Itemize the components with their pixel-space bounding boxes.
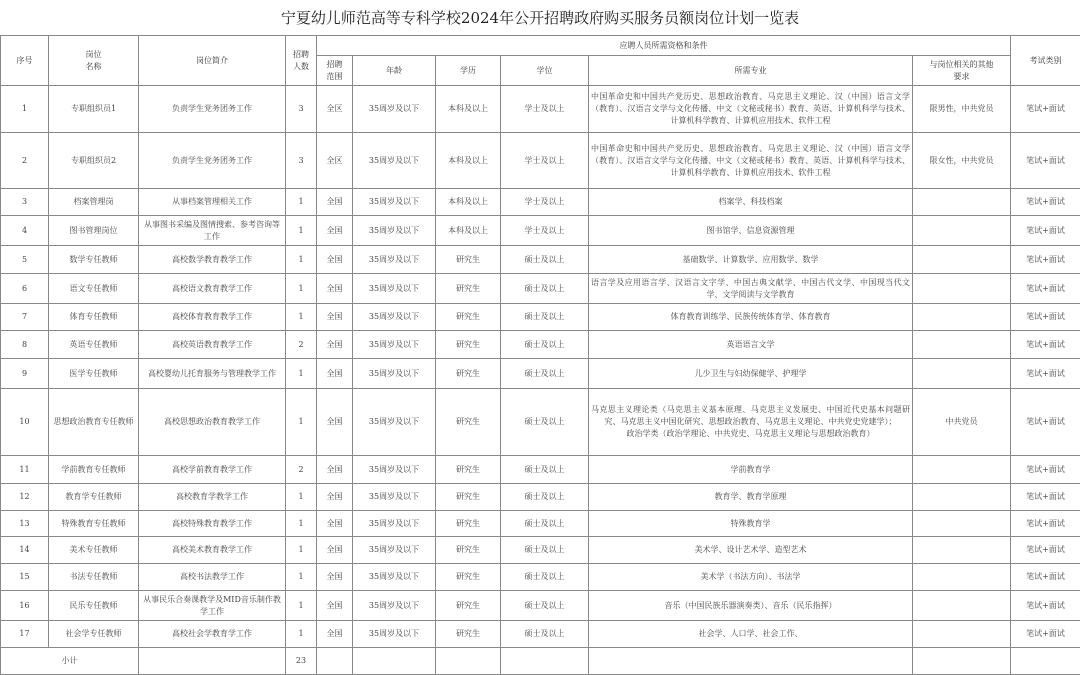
table-row — [1, 564, 1080, 591]
cell-post: 专职组织员1 — [49, 86, 139, 133]
cell-major: 基础数学、计算数学、应用数学、数学 — [589, 246, 913, 274]
subtotal-count: 23 — [286, 648, 317, 675]
cell-count: 1 — [286, 591, 317, 621]
cell-exam: 笔试+面试 — [1011, 246, 1080, 274]
cell-education: 研究生 — [436, 537, 501, 564]
cell-other — [913, 246, 1011, 274]
cell-age: 35周岁及以下 — [353, 389, 436, 456]
cell-major: 体育教育训练学、民族传统体育学、体育教育 — [589, 304, 913, 331]
cell-degree: 硕士及以上 — [501, 511, 589, 537]
cell-count: 1 — [286, 511, 317, 537]
cell-education: 本科及以上 — [436, 189, 501, 216]
cell-intro: 从事档案管理相关工作 — [139, 189, 286, 216]
cell-exam: 笔试+面试 — [1011, 564, 1080, 591]
cell-intro: 负责学生党务团务工作 — [139, 133, 286, 189]
header-intro: 岗位简介 — [139, 36, 286, 86]
subtotal-empty — [317, 648, 353, 675]
cell-scope: 全国 — [317, 189, 353, 216]
header-degree: 学位 — [501, 56, 589, 86]
cell-exam: 笔试+面试 — [1011, 511, 1080, 537]
cell-intro: 高校语文教育教学工作 — [139, 274, 286, 304]
cell-other — [913, 216, 1011, 246]
cell-no: 3 — [1, 189, 49, 216]
cell-count: 1 — [286, 246, 317, 274]
cell-age: 35周岁及以下 — [353, 246, 436, 274]
cell-post: 医学专任教师 — [49, 359, 139, 389]
cell-exam: 笔试+面试 — [1011, 304, 1080, 331]
subtotal-label: 小计 — [1, 648, 139, 675]
cell-post: 民乐专任教师 — [49, 591, 139, 621]
cell-education: 本科及以上 — [436, 133, 501, 189]
cell-other: 限男性，中共党员 — [913, 86, 1011, 133]
cell-exam: 笔试+面试 — [1011, 621, 1080, 648]
recruitment-table — [0, 35, 1080, 675]
subtotal-empty — [589, 648, 913, 675]
header-other: 与岗位相关的其他 要求 — [913, 56, 1011, 86]
cell-age: 35周岁及以下 — [353, 511, 436, 537]
cell-post: 思想政治教育专任教师 — [49, 389, 139, 456]
cell-scope: 全国 — [317, 274, 353, 304]
cell-no: 1 — [1, 86, 49, 133]
cell-scope: 全国 — [317, 331, 353, 359]
cell-other — [913, 274, 1011, 304]
cell-scope: 全国 — [317, 621, 353, 648]
header-education: 学历 — [436, 56, 501, 86]
cell-education: 研究生 — [436, 331, 501, 359]
cell-no: 14 — [1, 537, 49, 564]
cell-post: 专职组织员2 — [49, 133, 139, 189]
cell-exam: 笔试+面试 — [1011, 331, 1080, 359]
cell-degree: 硕士及以上 — [501, 359, 589, 389]
cell-degree: 硕士及以上 — [501, 274, 589, 304]
cell-scope: 全国 — [317, 359, 353, 389]
cell-exam: 笔试+面试 — [1011, 484, 1080, 511]
cell-major: 音乐（中国民族乐器演奏类）、音乐（民乐指挥） — [589, 591, 913, 621]
table-row — [1, 621, 1080, 648]
cell-other — [913, 537, 1011, 564]
cell-degree: 硕士及以上 — [501, 621, 589, 648]
table-row — [1, 359, 1080, 389]
cell-scope: 全国 — [317, 246, 353, 274]
table-body — [1, 86, 1080, 648]
table-row — [1, 304, 1080, 331]
cell-scope: 全国 — [317, 537, 353, 564]
cell-count: 2 — [286, 331, 317, 359]
cell-count: 1 — [286, 564, 317, 591]
cell-post: 英语专任教师 — [49, 331, 139, 359]
cell-age: 35周岁及以下 — [353, 456, 436, 484]
cell-no: 10 — [1, 389, 49, 456]
cell-other — [913, 189, 1011, 216]
cell-other — [913, 304, 1011, 331]
cell-exam: 笔试+面试 — [1011, 86, 1080, 133]
cell-education: 本科及以上 — [436, 86, 501, 133]
cell-age: 35周岁及以下 — [353, 86, 436, 133]
cell-post: 学前教育专任教师 — [49, 456, 139, 484]
cell-post: 特殊教育专任教师 — [49, 511, 139, 537]
cell-no: 9 — [1, 359, 49, 389]
header-conditions: 应聘人员所需资格和条件 — [317, 36, 1011, 56]
cell-intro: 高校美术教育教学工作 — [139, 537, 286, 564]
cell-major: 图书馆学、信息资源管理 — [589, 216, 913, 246]
cell-education: 研究生 — [436, 621, 501, 648]
cell-other — [913, 456, 1011, 484]
cell-count: 1 — [286, 359, 317, 389]
cell-count: 1 — [286, 189, 317, 216]
cell-post: 教育学专任教师 — [49, 484, 139, 511]
cell-education: 研究生 — [436, 456, 501, 484]
table-row — [1, 389, 1080, 456]
header-exam: 考试类别 — [1011, 36, 1080, 86]
cell-intro: 高校学前教育教学工作 — [139, 456, 286, 484]
cell-post: 书法专任教师 — [49, 564, 139, 591]
cell-exam: 笔试+面试 — [1011, 359, 1080, 389]
cell-age: 35周岁及以下 — [353, 216, 436, 246]
cell-major: 档案学、科技档案 — [589, 189, 913, 216]
cell-age: 35周岁及以下 — [353, 359, 436, 389]
cell-count: 1 — [286, 389, 317, 456]
cell-degree: 硕士及以上 — [501, 304, 589, 331]
header-scope: 招聘 范围 — [317, 56, 353, 86]
cell-exam: 笔试+面试 — [1011, 456, 1080, 484]
cell-count: 2 — [286, 456, 317, 484]
cell-major: 美术学、设计艺术学、造型艺术 — [589, 537, 913, 564]
cell-exam: 笔试+面试 — [1011, 591, 1080, 621]
cell-intro: 高校书法教学工作 — [139, 564, 286, 591]
cell-age: 35周岁及以下 — [353, 274, 436, 304]
table-row — [1, 216, 1080, 246]
cell-degree: 学士及以上 — [501, 216, 589, 246]
cell-age: 35周岁及以下 — [353, 189, 436, 216]
cell-scope: 全国 — [317, 304, 353, 331]
cell-no: 6 — [1, 274, 49, 304]
cell-other: 限女性，中共党员 — [913, 133, 1011, 189]
cell-major: 教育学、教育学原理 — [589, 484, 913, 511]
table-row — [1, 274, 1080, 304]
cell-count: 1 — [286, 304, 317, 331]
cell-other — [913, 621, 1011, 648]
cell-education: 研究生 — [436, 359, 501, 389]
cell-major: 美术学（书法方向）、书法学 — [589, 564, 913, 591]
cell-major: 学前教育学 — [589, 456, 913, 484]
header-post: 岗位 名称 — [49, 36, 139, 86]
table-row — [1, 511, 1080, 537]
cell-education: 研究生 — [436, 484, 501, 511]
cell-major: 语言学及应用语言学、汉语言文字学、中国古典文献学、中国古代文学、中国现当代文学、文学阅读与文学教育 — [589, 274, 913, 304]
cell-count: 1 — [286, 484, 317, 511]
cell-major: 特殊教育学 — [589, 511, 913, 537]
cell-degree: 硕士及以上 — [501, 564, 589, 591]
cell-degree: 硕士及以上 — [501, 246, 589, 274]
cell-scope: 全国 — [317, 216, 353, 246]
cell-degree: 学士及以上 — [501, 133, 589, 189]
cell-degree: 硕士及以上 — [501, 537, 589, 564]
cell-exam: 笔试+面试 — [1011, 216, 1080, 246]
cell-scope: 全国 — [317, 456, 353, 484]
cell-scope: 全国 — [317, 511, 353, 537]
cell-other — [913, 359, 1011, 389]
cell-count: 3 — [286, 86, 317, 133]
cell-major: 马克思主义理论类（马克思主义基本原理、马克思主义发展史、中国近代史基本问题研究、马克思主义中国化研究、思想政治教育、马克思主义理论、中共党史党建学）； 政治学类（政治学理论、中共党史、马克思主义理论与思想政治教育） — [589, 389, 913, 456]
table-row — [1, 246, 1080, 274]
cell-post: 社会学专任教师 — [49, 621, 139, 648]
cell-post: 图书管理岗位 — [49, 216, 139, 246]
table-row — [1, 484, 1080, 511]
cell-degree: 学士及以上 — [501, 86, 589, 133]
cell-scope: 全国 — [317, 484, 353, 511]
cell-major: 中国革命史和中国共产党历史、思想政治教育、马克思主义理论、汉（中国）语言文学（教育）、汉语言文学与文化传播、中文（文秘或秘书）教育、英语、计算机科学与技术、计算机科学教育、计算机应用技术、软件工程 — [589, 86, 913, 133]
cell-no: 13 — [1, 511, 49, 537]
cell-education: 研究生 — [436, 564, 501, 591]
cell-count: 1 — [286, 216, 317, 246]
cell-no: 12 — [1, 484, 49, 511]
cell-count: 1 — [286, 537, 317, 564]
cell-degree: 硕士及以上 — [501, 331, 589, 359]
subtotal-empty — [436, 648, 501, 675]
cell-education: 研究生 — [436, 246, 501, 274]
cell-education: 研究生 — [436, 274, 501, 304]
cell-intro: 高校教育学教学工作 — [139, 484, 286, 511]
cell-exam: 笔试+面试 — [1011, 133, 1080, 189]
cell-no: 7 — [1, 304, 49, 331]
cell-scope: 全国 — [317, 389, 353, 456]
cell-post: 档案管理岗 — [49, 189, 139, 216]
cell-other — [913, 591, 1011, 621]
cell-age: 35周岁及以下 — [353, 484, 436, 511]
cell-no: 2 — [1, 133, 49, 189]
cell-no: 8 — [1, 331, 49, 359]
cell-intro: 从事图书采编及图情搜索、参考咨询等工作 — [139, 216, 286, 246]
cell-exam: 笔试+面试 — [1011, 274, 1080, 304]
cell-intro: 高校特殊教育教学工作 — [139, 511, 286, 537]
cell-intro: 高校婴幼儿托育服务与管理教学工作 — [139, 359, 286, 389]
cell-exam: 笔试+面试 — [1011, 189, 1080, 216]
subtotal-empty — [913, 648, 1011, 675]
header-major: 所需专业 — [589, 56, 913, 86]
cell-scope: 全国 — [317, 591, 353, 621]
cell-education: 研究生 — [436, 304, 501, 331]
header-count: 招聘 人数 — [286, 36, 317, 86]
cell-post: 数学专任教师 — [49, 246, 139, 274]
cell-major: 社会学、人口学、社会工作、 — [589, 621, 913, 648]
cell-major: 儿少卫生与妇幼保健学、护理学 — [589, 359, 913, 389]
cell-degree: 硕士及以上 — [501, 456, 589, 484]
cell-intro: 高校思想政治教育教学工作 — [139, 389, 286, 456]
cell-age: 35周岁及以下 — [353, 133, 436, 189]
cell-no: 11 — [1, 456, 49, 484]
cell-post: 美术专任教师 — [49, 537, 139, 564]
cell-no: 15 — [1, 564, 49, 591]
cell-scope: 全区 — [317, 86, 353, 133]
subtotal-empty — [501, 648, 589, 675]
header-age: 年龄 — [353, 56, 436, 86]
table-row — [1, 133, 1080, 189]
cell-age: 35周岁及以下 — [353, 591, 436, 621]
cell-age: 35周岁及以下 — [353, 537, 436, 564]
cell-degree: 学士及以上 — [501, 189, 589, 216]
table-row — [1, 537, 1080, 564]
subtotal-empty — [353, 648, 436, 675]
cell-other: 中共党员 — [913, 389, 1011, 456]
cell-other — [913, 484, 1011, 511]
page-title: 宁夏幼儿师范高等专科学校2024年公开招聘政府购买服务员额岗位计划一览表 — [280, 9, 800, 27]
cell-no: 16 — [1, 591, 49, 621]
table-row — [1, 331, 1080, 359]
cell-count: 1 — [286, 621, 317, 648]
cell-other — [913, 511, 1011, 537]
header-no: 序号 — [1, 36, 49, 86]
cell-post: 体育专任教师 — [49, 304, 139, 331]
cell-education: 研究生 — [436, 591, 501, 621]
cell-no: 4 — [1, 216, 49, 246]
cell-major: 英语语言文学 — [589, 331, 913, 359]
subtotal-empty — [1011, 648, 1080, 675]
cell-degree: 硕士及以上 — [501, 389, 589, 456]
cell-other — [913, 331, 1011, 359]
cell-intro: 高校体育教育教学工作 — [139, 304, 286, 331]
cell-intro: 高校英语教育教学工作 — [139, 331, 286, 359]
cell-age: 35周岁及以下 — [353, 621, 436, 648]
cell-post: 语文专任教师 — [49, 274, 139, 304]
cell-intro: 从事民乐合奏课教学及MID音乐制作教学工作 — [139, 591, 286, 621]
cell-education: 研究生 — [436, 511, 501, 537]
cell-education: 研究生 — [436, 389, 501, 456]
cell-intro: 负责学生党务团务工作 — [139, 86, 286, 133]
table-row — [1, 189, 1080, 216]
cell-intro: 高校数学教育教学工作 — [139, 246, 286, 274]
subtotal-empty — [139, 648, 286, 675]
cell-education: 本科及以上 — [436, 216, 501, 246]
table-row — [1, 456, 1080, 484]
cell-degree: 硕士及以上 — [501, 484, 589, 511]
table-row — [1, 86, 1080, 133]
cell-count: 1 — [286, 274, 317, 304]
cell-age: 35周岁及以下 — [353, 564, 436, 591]
cell-intro: 高校社会学教育学工作 — [139, 621, 286, 648]
cell-exam: 笔试+面试 — [1011, 537, 1080, 564]
cell-exam: 笔试+面试 — [1011, 389, 1080, 456]
subtotal-row — [1, 648, 1080, 675]
cell-scope: 全区 — [317, 133, 353, 189]
cell-no: 17 — [1, 621, 49, 648]
cell-scope: 全国 — [317, 564, 353, 591]
cell-degree: 硕士及以上 — [501, 591, 589, 621]
table-row — [1, 591, 1080, 621]
cell-no: 5 — [1, 246, 49, 274]
cell-count: 3 — [286, 133, 317, 189]
cell-other — [913, 564, 1011, 591]
cell-age: 35周岁及以下 — [353, 331, 436, 359]
cell-age: 35周岁及以下 — [353, 304, 436, 331]
cell-major: 中国革命史和中国共产党历史、思想政治教育、马克思主义理论、汉（中国）语言文学（教育）、汉语言文学与文化传播、中文（文秘或秘书）教育、英语、计算机科学与技术、计算机科学教育、计算机应用技术、软件工程 — [589, 133, 913, 189]
